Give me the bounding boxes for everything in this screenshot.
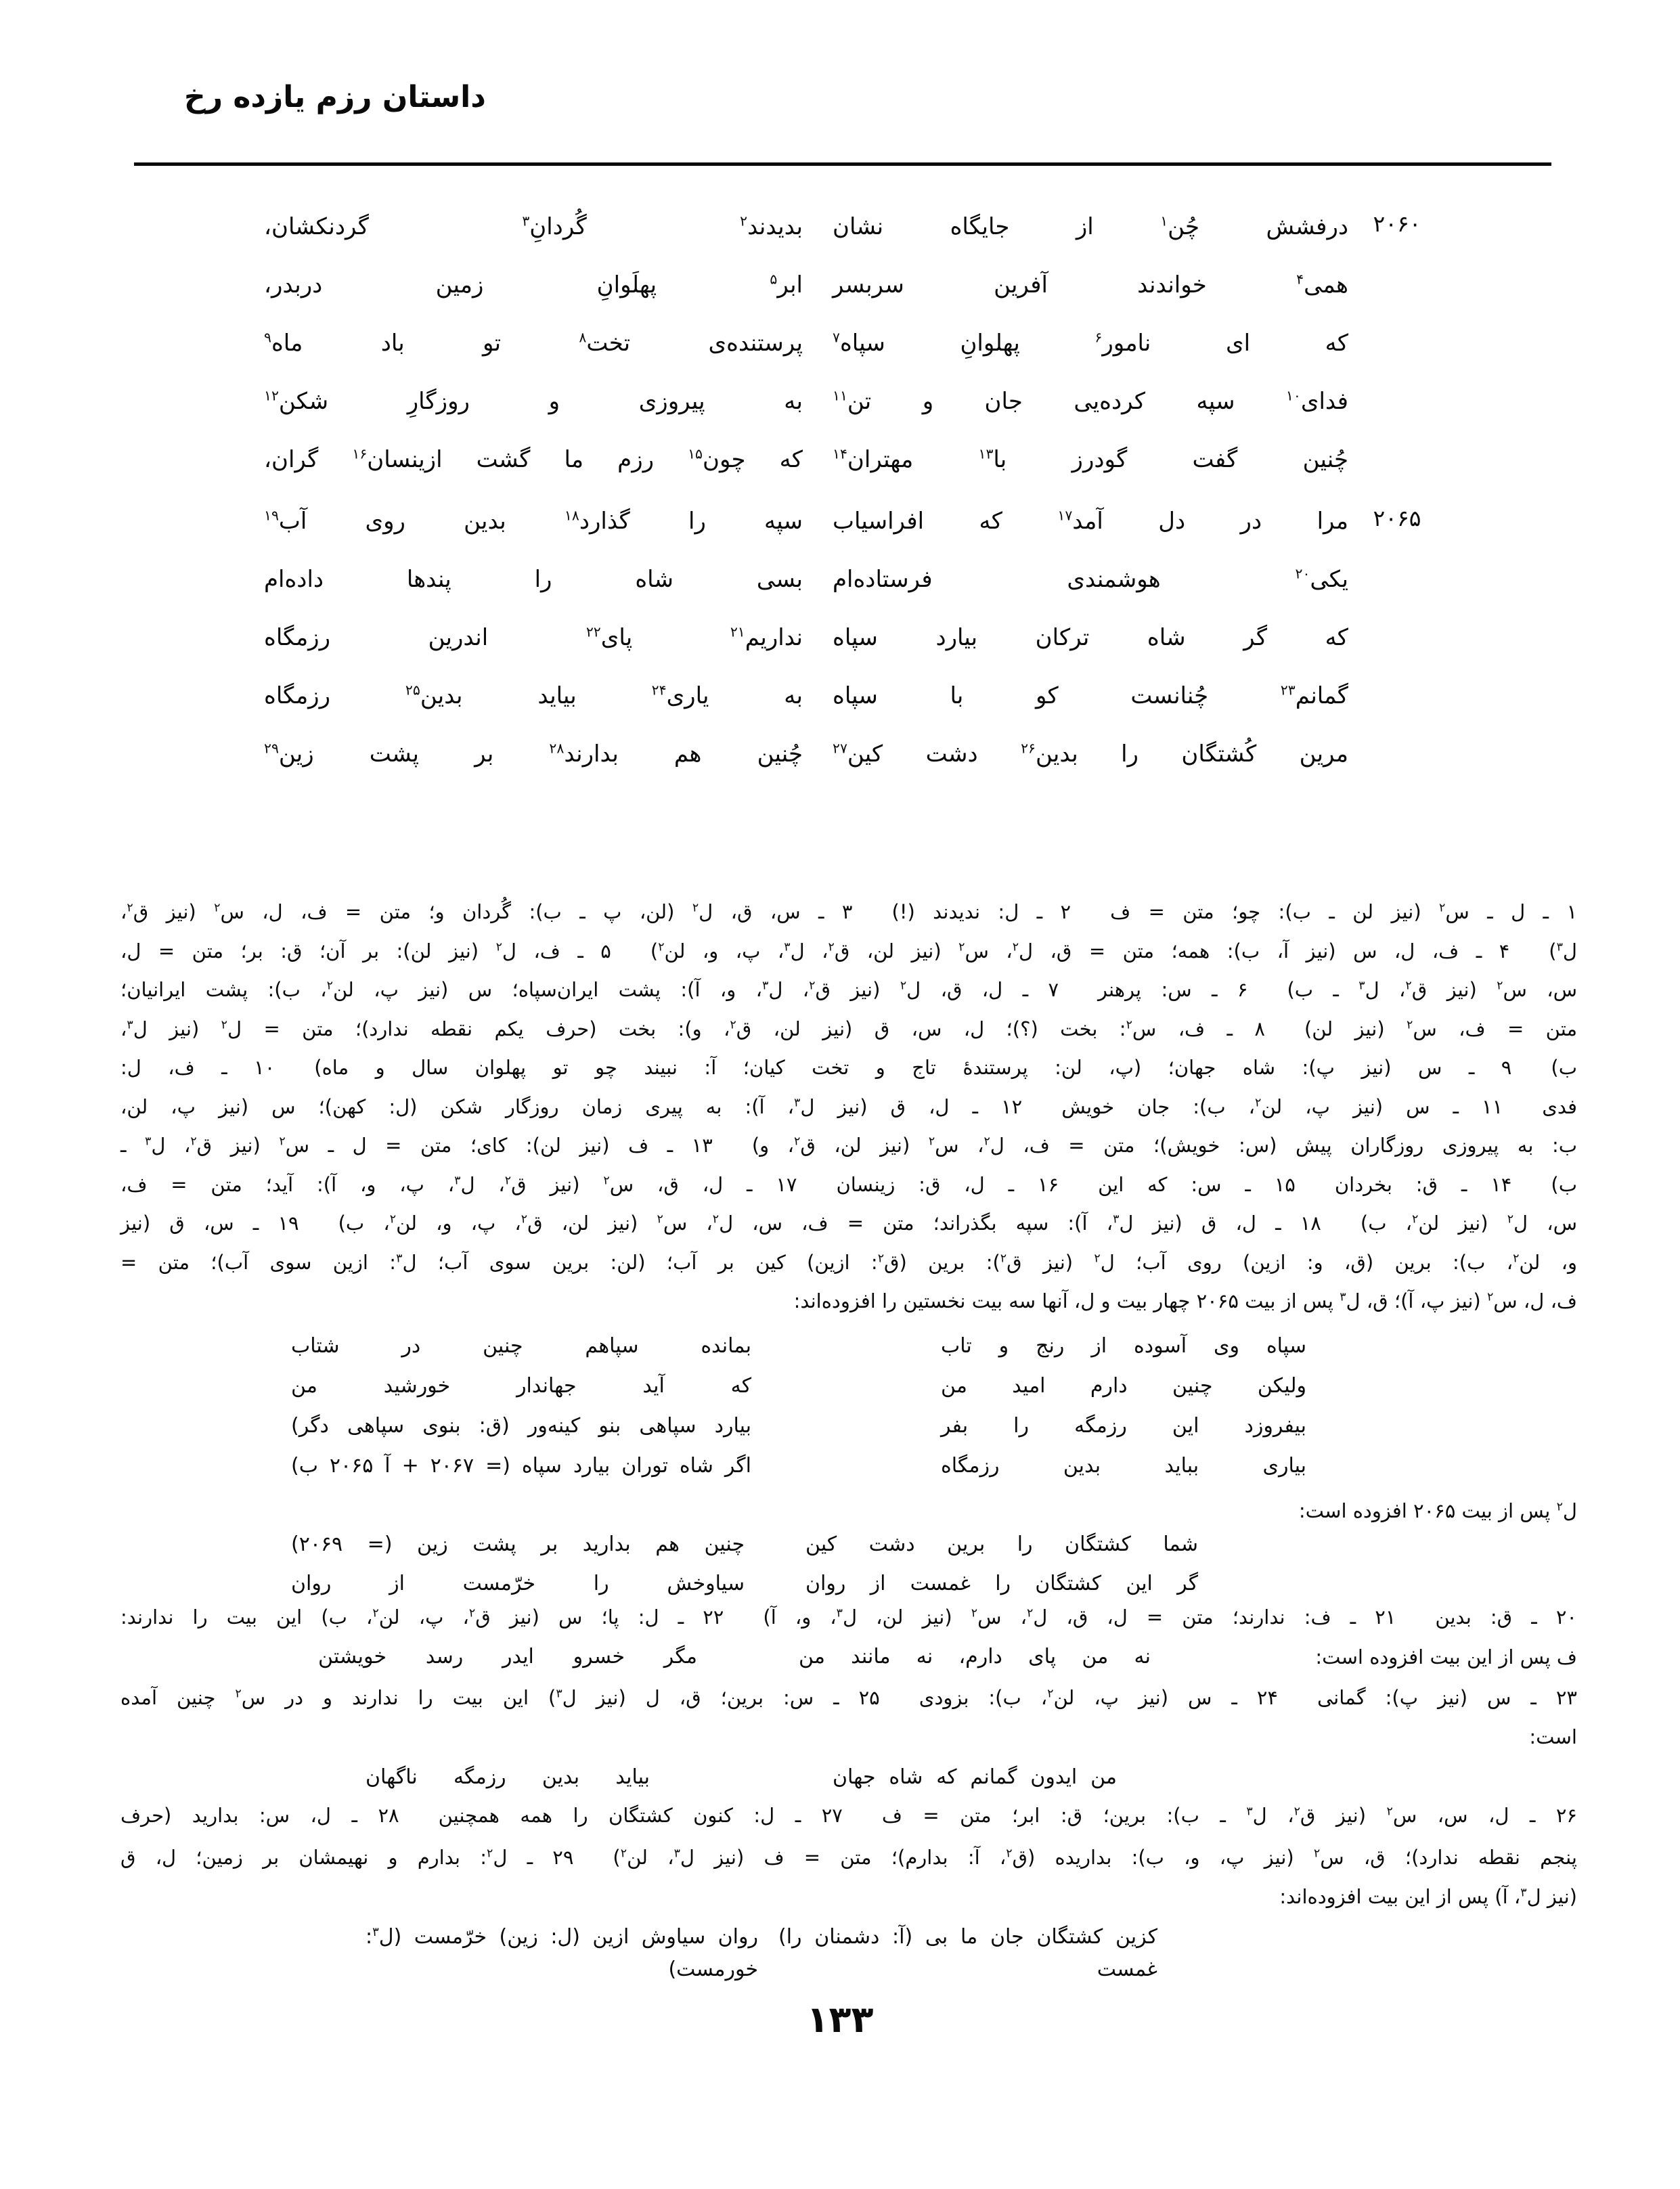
quoted-hemistich-left: بمانده سپاهم چنین در شتاب <box>291 1334 751 1358</box>
quoted-hemistich-left: چنین هم بدارید بر پشت زین (= ۲۰۶۹) <box>291 1532 745 1556</box>
apparatus-line: است: <box>1529 1725 1577 1748</box>
apparatus-addition-row <box>0 1641 1680 1676</box>
verse-row <box>0 501 1680 544</box>
quoted-hemistich-left: سیاوخش را خرّمست از روان <box>291 1572 745 1595</box>
quoted-hemistich-right: بیفروزد این رزمگه را بفر <box>941 1414 1306 1438</box>
hemistich-left: پرستنده‌ی تخت$^۸$ تو باد ماه$^۹$ <box>264 329 803 357</box>
quoted-verse-row <box>0 1568 1680 1603</box>
quoted-hemistich-right: گر این کشتگان را غمست از روان <box>805 1572 1198 1595</box>
apparatus-line: ۱ ـ ل ـ س$^۲$ (نیز لن ـ ب): چو؛ متن = ف ۲ ـ ل: ندیدند (!) ۳ ـ س، ق، ل$^۲$ (لن، پ ـ ب): گُردان و؛ متن = ف، ل، س$^۲$ (نیز ق$^۲$، <box>120 900 1578 923</box>
hemistich-right: همی$^۴$ خواندند آفرین سربسر <box>833 271 1348 298</box>
apparatus-line: ف، ل، س$^۲$ (نیز پ، آ)؛ ق، ل$^۳$ پس از بیت ۲۰۶۵ چهار بیت و ل، آنها سه بیت نخستین را افزوده‌اند: <box>793 1289 1577 1312</box>
quoted-verse-row <box>0 1761 1680 1796</box>
quoted-hemistich-right: سپاه وی آسوده از رنج و تاب <box>941 1334 1306 1358</box>
hemistich-right: که ای نامور$^۶$ پهلوانِ سپاه$^۷$ <box>833 329 1349 357</box>
running-title: داستان رزم یازده رخ <box>184 80 486 114</box>
quoted-verse-row <box>0 1921 1680 1981</box>
verse-number: ۲۰۶۵ <box>1373 505 1421 531</box>
verse-row <box>0 676 1680 719</box>
quoted-hemistich-right: کزین کشتگان جان ما بی (آ: دشمنان را) غمست <box>778 1925 1157 1981</box>
apparatus-line: ل$^۳$) ۴ ـ ف، ل، س (نیز آ، ب): همه؛ متن = ق، ل$^۲$، س$^۲$ (نیز لن، ق$^۲$، ل$^۳$، پ، و، لن$^۲$) ۵ ـ ف، ل$^۲$ (نیز لن): بر آن؛ ق: بر؛ متن = ل، <box>120 939 1577 963</box>
quoted-hemistich-right: بیاری بباید بدین رزمگاه <box>941 1454 1306 1478</box>
verse-row <box>0 381 1680 424</box>
apparatus-addition-label: ف پس از این بیت افزوده است: <box>1315 1645 1577 1668</box>
apparatus-line: ۲۰ ـ ق: بدین ۲۱ ـ ف: ندارند؛ متن = ل، ق، ل$^۲$، س$^۲$ (نیز لن، ل$^۳$، و، آ) ۲۲ ـ ل: پا؛ س (نیز ق$^۲$، پ، لن$^۲$، ب) این بیت را ندارند: <box>120 1606 1577 1629</box>
hemistich-right: مرا در دل آمد$^{۱۷}$ که افراسیاب <box>833 507 1348 535</box>
apparatus-line: س، ل$^۲$ (نیز لن$^۲$، ب) ۱۸ ـ ل، ق (نیز ل$^۳$، آ): سپه بگذراند؛ متن = ف، س، ل$^۲$، س$^۲$ (نیز لن، ق$^۲$، پ، و، لن$^۲$، ب) ۱۹ ـ س، ق (نیز <box>120 1212 1577 1235</box>
quoted-verse-row <box>0 1370 1680 1405</box>
hemistich-left: که چون$^{۱۵}$ رزم ما گشت ازینسان$^{۱۶}$ گران، <box>264 445 803 473</box>
apparatus-line: ل$^۲$ پس از بیت ۲۰۶۵ افزوده است: <box>1298 1499 1577 1522</box>
verse-row <box>0 734 1680 777</box>
quoted-verse-row <box>0 1330 1680 1365</box>
quoted-verse-row <box>0 1410 1680 1445</box>
page-number: ۱۳۳ <box>806 1998 874 2041</box>
quoted-hemistich-right: من ایدون گمانم که شاه جهان <box>833 1765 1117 1789</box>
hemistich-left: ابر$^۵$ پهلَوانِ زمین دربدر، <box>264 271 803 298</box>
apparatus-line: ب) ۱۴ ـ ق: بخردان ۱۵ ـ س: که این ۱۶ ـ ل، ق: زینسان ۱۷ ـ ل، ق، س$^۲$ (نیز ق$^۲$، ل$^۳$، پ، و، آ): آید؛ متن = ف، <box>120 1173 1578 1196</box>
quoted-hemistich-left: اگر شاه توران بیارد سپاه (= ۲۰۶۷ + آ ۲۰۶۵ ب) <box>291 1454 751 1478</box>
apparatus-line: (نیز ل$^۳$، آ) پس از این بیت افزوده‌اند: <box>1279 1885 1577 1908</box>
quoted-hemistich-left: که آید جهاندار خورشید من <box>291 1374 751 1398</box>
apparatus-line: س، س$^۲$ (نیز ق$^۲$، ل$^۳$ ـ ب) ۶ ـ س: پرهنر ۷ ـ ل، ق، ل$^۲$ (نیز ق$^۲$، ل$^۳$، و، آ): پشت ایران‌سپاه؛ س (نیز پ، لن$^۲$، ب): پشت ایرانیان؛ <box>120 978 1577 1001</box>
apparatus-line: ب: به پیروزی روزگاران پیش (س: خویش)؛ متن = ف، ل$^۲$، س$^۲$ (نیز لن، ق$^۲$، و) ۱۳ ـ ف (نیز لن): کای؛ متن = ل ـ س$^۲$ (نیز ق$^۲$، ل$^۳$ ـ <box>120 1134 1578 1157</box>
quoted-verse-row <box>0 1450 1680 1485</box>
quoted-hemistich-left: بیارد سپاهی بنو کینه‌ور (ق: بنوی سپاهی دگر) <box>291 1414 751 1438</box>
hemistich-right: فدای$^{۱۰}$ سپه کرده‌یی جان و تن$^{۱۱}$ <box>833 387 1348 415</box>
hemistich-left: چُنین هم بدارند$^{۲۸}$ بر پشت زین$^{۲۹}$ <box>264 740 803 768</box>
hemistich-right: یکی$^{۲۰}$ هوشمندی فرستاده‌ام <box>833 565 1348 593</box>
header-rule <box>134 162 1551 166</box>
quoted-hemistich-left: مگر خسرو ایدر رسد خویشتن <box>318 1645 697 1668</box>
hemistich-right: چُنین گفت گودرز با$^{۱۳}$ مهتران$^{۱۴}$ <box>833 445 1348 473</box>
verse-row <box>0 206 1680 250</box>
hemistich-left: بسی شاه را پندها داده‌ام <box>264 566 803 593</box>
apparatus-line: متن = ف، س$^۲$ (نیز لن) ۸ ـ ف، س$^۲$: بخت (؟)؛ ل، س، ق (نیز لن، ق$^۲$، و): بخت (حرف یکم نقطه ندارد)؛ متن = ل$^۲$ (نیز ل$^۳$، <box>120 1017 1577 1040</box>
apparatus-line: ۲۶ ـ ل، س، س$^۲$ (نیز ق$^۲$، ل$^۳$ ـ ب): برین؛ ق: ابر؛ متن = ف ۲۷ ـ ل: کنون کشتگان را همه همچنین ۲۸ ـ ل، س: بدارید (حرف <box>120 1804 1578 1827</box>
verse-number: ۲۰۶۰ <box>1373 211 1421 237</box>
verse-row <box>0 439 1680 483</box>
quoted-hemistich-right: شما کشتگان را برین دشت کین <box>805 1532 1198 1556</box>
quoted-hemistich-right: ولیکن چنین دارم امید من <box>941 1374 1306 1398</box>
hemistich-left: بدیدند$^۲$ گُردانِ$^۳$ گردنکشان، <box>264 213 803 240</box>
verse-row <box>0 617 1680 661</box>
apparatus-line: و، لن$^۲$، ب): برین (ق، و: ازین) روی آب؛ ل$^۲$ (نیز ق$^۲$): برین (ق$^۲$: ازین) کین بر آب؛ (لن: برین سوی آب؛ ل$^۳$: ازین سوی آب)؛ متن = <box>120 1251 1577 1274</box>
apparatus-line: پنجم نقطه ندارد)؛ ق، س$^۲$ (نیز پ، و، ب): بداریده (ق$^۲$، آ: بدارم)؛ متن = ف (نیز ل$^۳$، لن$^۲$) ۲۹ ـ ل$^۲$: بدارم و نهیمشان بر زمین؛ ل، ق <box>120 1846 1577 1869</box>
quoted-hemistich-left: روان سیاوش ازین (ل: زین) خرّمست (ل$^۳$: خورمست) <box>366 1925 758 1981</box>
apparatus-line: فدی ۱۱ ـ س (نیز پ، لن$^۲$، ب): جان خویش ۱۲ ـ ل، ق (نیز ل$^۳$، آ): به پیری زمان روزگار شکن (ل: کهن)؛ س (نیز پ، لن، <box>120 1095 1577 1118</box>
hemistich-right: مرین کُشتگان را بدین$^{۲۶}$ دشت کین$^{۲۷}$ <box>833 740 1349 768</box>
hemistich-left: نداریم$^{۲۱}$ پای$^{۲۲}$ اندرین رزمگاه <box>264 623 803 651</box>
hemistich-left: سپه را گذارد$^{۱۸}$ بدین روی آب$^{۱۹}$ <box>264 507 803 535</box>
hemistich-right: گمانم$^{۲۳}$ چُنانست کو با سپاه <box>833 682 1348 709</box>
verse-row <box>0 559 1680 602</box>
apparatus-line: ب) ۹ ـ س (نیز پ): شاه جهان؛ (پ، لن: پرستندهٔ تاج و تخت کیان؛ آ: نبیند چو تو پهلوان سال و ماه) ۱۰ ـ ف، ل: <box>120 1056 1577 1079</box>
quoted-hemistich-right: نه من پای دارم، نه مانند من <box>799 1645 1151 1668</box>
apparatus-line: ۲۳ ـ س (نیز پ): گمانی ۲۴ ـ س (نیز پ، لن$^۲$، ب): بزودی ۲۵ ـ س: برین؛ ق، ل (نیز ل$^۳$) این بیت را ندارند و در س$^۲$ چنین آمده <box>120 1686 1577 1709</box>
hemistich-right: که گر شاه ترکان بیارد سپاه <box>833 624 1348 651</box>
verse-row <box>0 323 1680 366</box>
hemistich-left: به پیروزی و روزگارِ شکن$^{۱۲}$ <box>264 387 803 415</box>
verse-row <box>0 265 1680 308</box>
hemistich-right: درفشش چُن$^۱$ از جایگاه نشان <box>833 213 1348 240</box>
quoted-verse-row <box>0 1528 1680 1564</box>
hemistich-left: به یاری$^{۲۴}$ بیاید بدین$^{۲۵}$ رزمگاه <box>264 682 803 709</box>
quoted-hemistich-left: بیاید بدین رزمگه ناگهان <box>366 1765 650 1789</box>
